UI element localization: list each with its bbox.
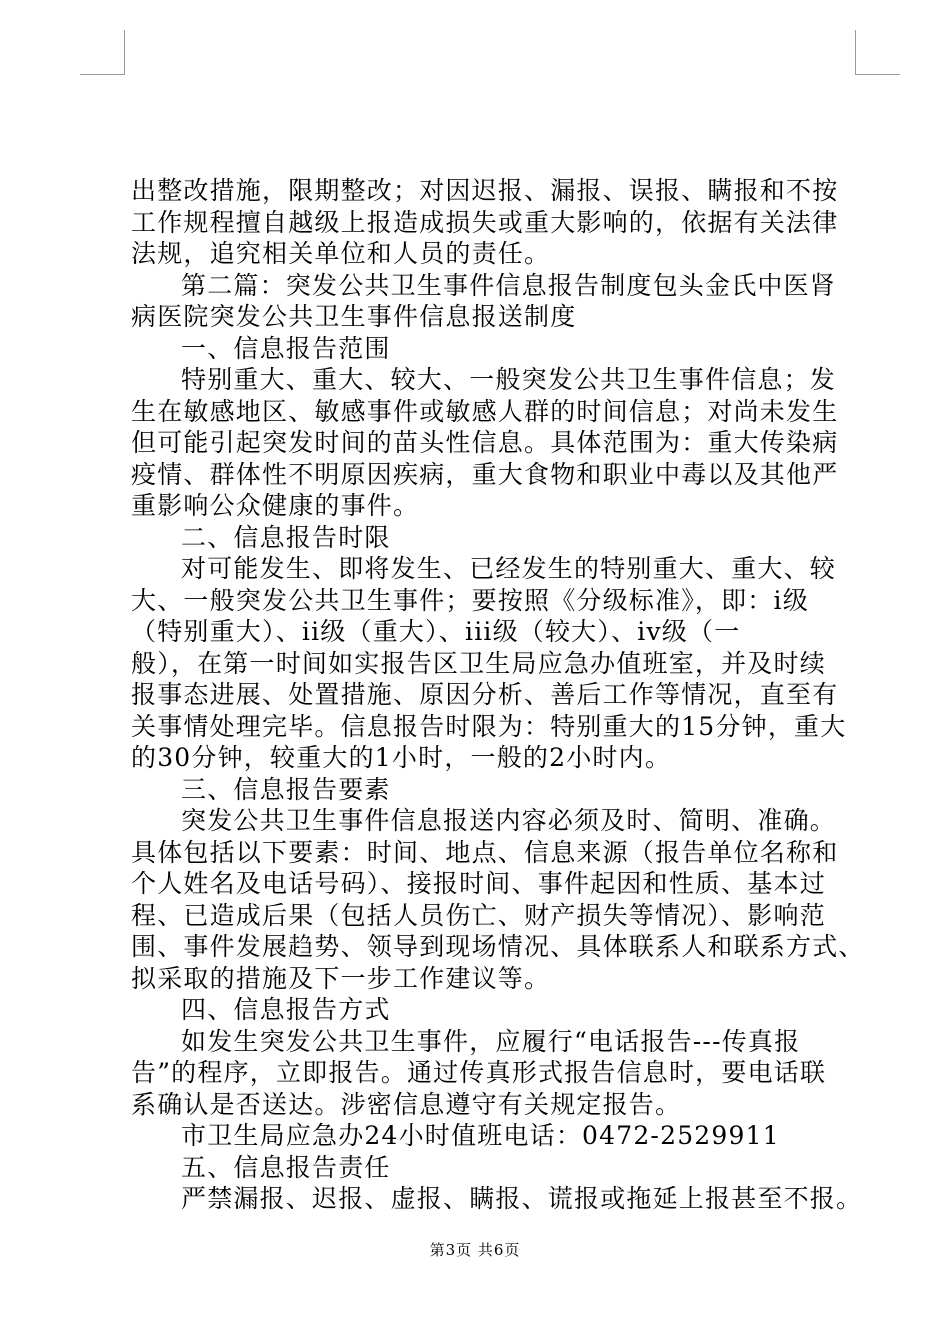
body-line: 如发生突发公共卫生事件，应履行“电话报告---传真报 (181, 1026, 801, 1056)
section-heading: 四、信息报告方式 (181, 995, 391, 1024)
section-heading: 三、信息报告要素 (181, 774, 391, 804)
body-line: 重影响公众健康的事件。 (131, 491, 420, 520)
body-line: 大、一般突发公共卫生事件；要按照《分级标准》，即：i级 (131, 585, 809, 615)
body-line: 法规，追究相关单位和人员的责任。 (131, 239, 551, 268)
body-line: 特别重大、重大、较大、一般突发公共卫生事件信息；发 (181, 365, 837, 394)
body-line: 报事态进展、处置措施、原因分析、善后工作等情况，直至有 (131, 680, 839, 709)
body-line: 关事情处理完毕。信息报告时限为：特别重大的15分钟，重大 (131, 711, 847, 741)
hotline-line: 市卫生局应急办24小时值班电话：0472-2529911 (181, 1121, 780, 1150)
body-line: 告”的程序，立即报告。通过传真形式报告信息时，要电话联 (131, 1058, 827, 1087)
body-line: 般），在第一时间如实报告区卫生局应急办值班室，并及时续 (131, 648, 826, 678)
chapter-heading-line: 第二篇：突发公共卫生事件信息报告制度包头金氏中医肾 (181, 270, 837, 300)
body-line: 疫情、群体性不明原因疾病，重大食物和职业中毒以及其他严 (131, 459, 839, 489)
body-line: 具体包括以下要素：时间、地点、信息来源（报告单位名称和 (131, 837, 839, 867)
section-heading: 一、信息报告范围 (181, 333, 391, 363)
page-number-footer: 第3页 共6页 (429, 1241, 521, 1259)
body-line: 出整改措施，限期整改；对因迟报、漏报、误报、瞒报和不按 (131, 176, 839, 205)
crop-mark-top-right (855, 30, 900, 75)
chapter-heading-line: 病医院突发公共卫生事件信息报送制度 (131, 302, 577, 331)
crop-mark-top-left (80, 30, 125, 75)
body-line: 程、已造成后果（包括人员伤亡、财产损失等情况）、影响范 (131, 900, 826, 930)
section-heading: 二、信息报告时限 (181, 522, 391, 552)
body-line: （特别重大）、ii级（重大）、iii级（较大）、iv级（一 (131, 617, 741, 646)
body-line: 严禁漏报、迟报、虚报、瞒报、谎报或拖延上报甚至不报。 (181, 1184, 863, 1213)
body-line: 围、事件发展趋势、领导到现场情况、具体联系人和联系方式、 (131, 932, 865, 961)
body-line: 生在敏感地区、敏感事件或敏感人群的时间信息；对尚未发生 (131, 396, 839, 426)
document-body (131, 175, 865, 1215)
body-line: 突发公共卫生事件信息报送内容必须及时、简明、准确。 (181, 806, 837, 835)
body-line: 拟采取的措施及下一步工作建议等。 (131, 963, 551, 993)
body-line: 对可能发生、即将发生、已经发生的特别重大、重大、较 (181, 554, 837, 583)
body-line: 系确认是否送达。涉密信息遵守有关规定报告。 (131, 1089, 682, 1119)
body-line: 工作规程擅自越级上报造成损失或重大影响的，依据有关法律 (131, 207, 839, 237)
body-line: 但可能引起突发时间的苗头性信息。具体范围为：重大传染病 (131, 428, 839, 457)
section-heading: 五、信息报告责任 (181, 1152, 391, 1182)
body-line: 的30分钟，较重大的1小时，一般的2小时内。 (131, 743, 672, 772)
body-line: 个人姓名及电话号码）、接报时间、事件起因和性质、基本过 (131, 869, 826, 898)
